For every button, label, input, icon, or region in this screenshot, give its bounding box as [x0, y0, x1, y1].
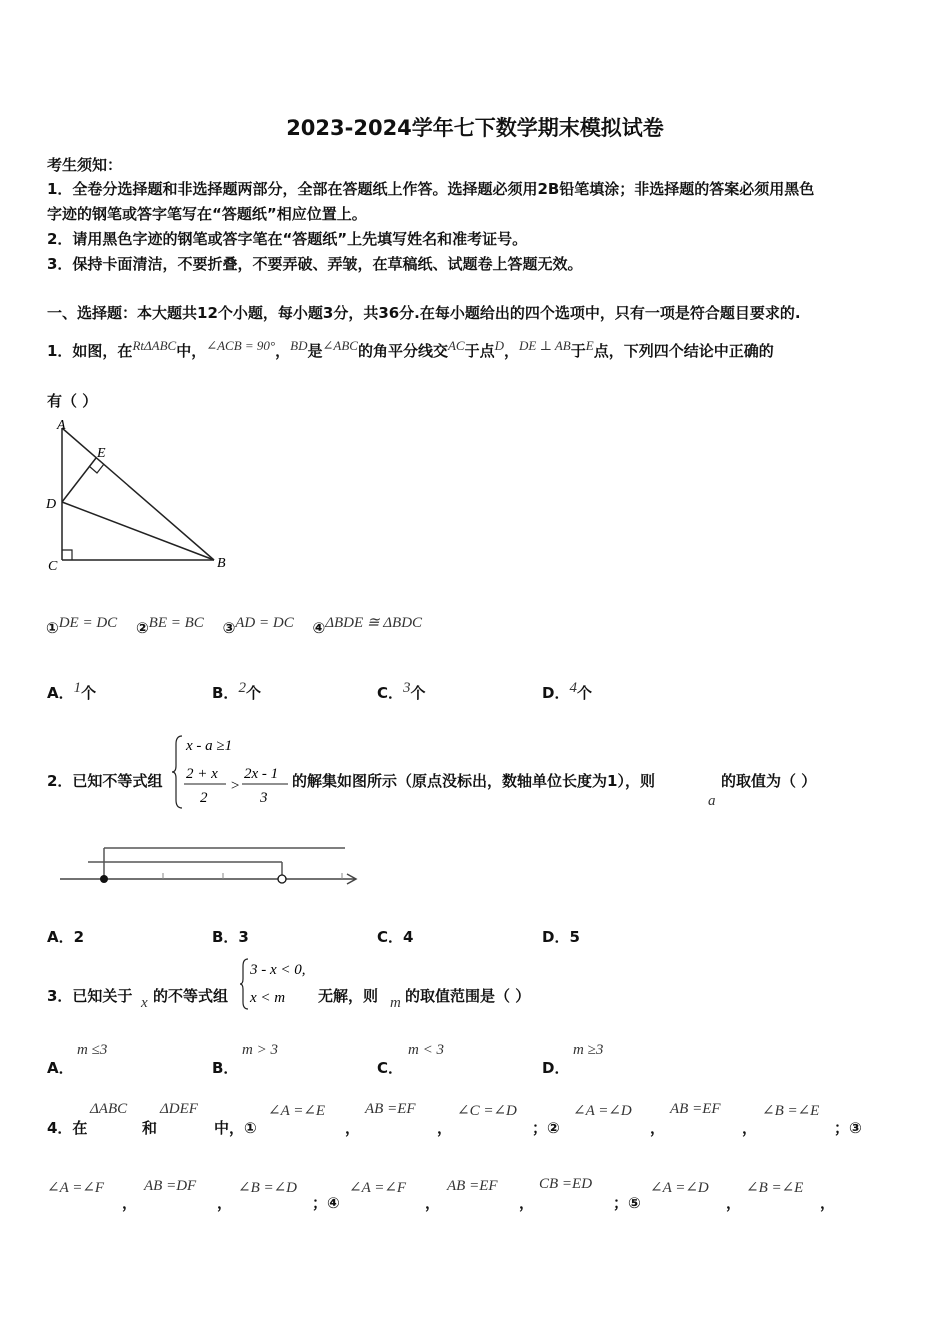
q4-condition-4-label: ；④ [312, 1194, 340, 1212]
q2-gt: > [230, 778, 241, 794]
brace [240, 959, 248, 1009]
q1-option-d[interactable]: D．4个 [542, 680, 592, 702]
q2-number-line [55, 840, 375, 892]
q4-c1-c: ∠C =∠D [457, 1103, 517, 1119]
statement-4: ΔBDE ≅ ΔBDC [325, 615, 423, 631]
q3-stem-c: 无解，则 [318, 987, 379, 1005]
q4-c4-c: CB =ED [539, 1176, 593, 1192]
notice-line-1b: 字迹的钢笔或答字笔写在“答题纸”相应位置上。 [47, 205, 367, 223]
q1-math-angle: ∠ACB = 90° [206, 338, 276, 353]
q3-ineq-2: x < m [250, 990, 286, 1006]
q3-option-d[interactable]: m ≥3 [573, 1042, 604, 1058]
q3-option-b[interactable]: m > 3 [242, 1042, 278, 1058]
label-a: A [57, 418, 66, 433]
q2-stem-b: 的解集如图所示（原点没标出，数轴单位长度为1），则 [292, 772, 655, 790]
notice-line-3: 3．保持卡面清洁，不要折叠，不要弄破、弄皱，在草稿纸、试题卷上答题无效。 [47, 255, 583, 273]
q1-stem: 1．如图，在RtΔABC中，∠ACB = 90°，BD是∠ABC的角平分线交AC于点D，DE ⊥ AB于E点，下列四个结论中正确的 [47, 338, 774, 360]
q3-stem-b: 的不等式组 [153, 987, 229, 1005]
q4-triangle-abc: ΔABC [90, 1101, 128, 1117]
segment-ab [62, 428, 214, 560]
q3-stem-d: 的取值范围是（ ） [405, 987, 531, 1005]
q1-option-a[interactable]: A．1个 [47, 680, 97, 702]
q1-math-d: D [494, 338, 505, 353]
label-e: E [97, 446, 106, 461]
right-angle-c [62, 550, 72, 560]
q2-frac-1-num: 2 + x [186, 766, 218, 782]
q2-stem-a: 2．已知不等式组 [47, 772, 163, 790]
q3-option-c[interactable]: m < 3 [408, 1042, 444, 1058]
notice-line-2: 2．请用黑色字迹的钢笔或答字笔在“答题纸”上先填写姓名和准考证号。 [47, 230, 528, 248]
section-heading: 一、选择题：本大题共12个小题，每小题3分，共36分.在每小题给出的四个选项中，只有一项是符合题目要求的. [47, 304, 801, 322]
q1-stem-cont: 有（ ） [47, 392, 98, 410]
q4-c5-a: ∠A =∠D [650, 1180, 709, 1196]
q4-condition-3-label: ；③ [834, 1119, 862, 1137]
statement-3: AD = DC [235, 615, 294, 631]
q1-statements: ①DE = DC ②BE = BC ③AD = DC ④ΔBDE ≅ ΔBDC [46, 615, 423, 637]
label-c: C [48, 559, 58, 574]
q4-c3-b: AB =DF [144, 1178, 197, 1194]
q3-var-x: x [141, 995, 148, 1011]
q4-condition-1-label: 中，① [214, 1119, 257, 1137]
q1-math-e: E [585, 338, 594, 353]
label-b: B [217, 556, 226, 571]
q4-c4-a: ∠A =∠F [349, 1180, 407, 1196]
q3-option-a-label[interactable]: A． [47, 1059, 74, 1077]
q1-math-bd: BD [290, 338, 308, 353]
page-title: 2023-2024学年七下数学期末模拟试卷 [286, 116, 664, 140]
q2-option-b[interactable]: B．3 [212, 928, 249, 946]
notice-heading: 考生须知： [47, 156, 123, 174]
q3-stem-a: 3．已知关于 [47, 987, 133, 1005]
label-d: D [46, 497, 57, 512]
q3-option-d-label[interactable]: D． [542, 1059, 570, 1077]
q4-stem-b: 和 [142, 1119, 158, 1137]
q2-ineq-1: x - a ≥1 [186, 738, 233, 754]
q4-c3-a: ∠A =∠F [47, 1180, 105, 1196]
q4-c5-b: ∠B =∠E [746, 1180, 804, 1196]
q3-option-a[interactable]: m ≤3 [77, 1042, 108, 1058]
open-point [278, 875, 286, 883]
q3-option-c-label[interactable]: C． [377, 1059, 404, 1077]
notice-line-1a: 1．全卷分选择题和非选择题两部分，全部在答题纸上作答。选择题必须用2B铅笔填涂；非选择题的答案必须用黑色 [47, 180, 815, 198]
q4-c2-c: ∠B =∠E [762, 1103, 820, 1119]
q2-var-a: a [708, 793, 716, 809]
q1-math-perp: DE ⊥ AB [519, 338, 571, 353]
segment-bd [62, 502, 214, 560]
q2-stem-c: 的取值为（ ） [721, 772, 817, 790]
q1-math-ac: AC [447, 338, 465, 353]
brace [172, 736, 182, 808]
q4-condition-5-label: ；⑤ [613, 1194, 641, 1212]
solid-point [100, 875, 108, 883]
q4-c3-c: ∠B =∠D [238, 1180, 298, 1196]
statement-1: DE = DC [58, 615, 118, 631]
q2-frac-2-den: 3 [260, 790, 268, 806]
q2-option-d[interactable]: D．5 [542, 928, 580, 946]
q4-c2-a: ∠A =∠D [573, 1103, 632, 1119]
q3-ineq-1: 3 - x < 0, [250, 962, 306, 978]
q4-stem-a: 4．在 [47, 1119, 88, 1137]
q2-option-c[interactable]: C．4 [377, 928, 414, 946]
q3-inequality-system [240, 956, 320, 1012]
q3-var-m: m [390, 995, 401, 1011]
q1-math-abc: ∠ABC [322, 338, 358, 353]
q1-math-triangle: RtΔABC [132, 338, 177, 353]
q2-inequality-system [172, 732, 292, 812]
q3-option-b-label[interactable]: B． [212, 1059, 239, 1077]
q4-condition-2-label: ；② [532, 1119, 560, 1137]
q1-triangle-figure [40, 412, 240, 582]
q1-option-c[interactable]: C．3个 [377, 680, 426, 702]
q1-option-b[interactable]: B．2个 [212, 680, 261, 702]
q2-option-a[interactable]: A．2 [47, 928, 85, 946]
q4-c1-a: ∠A =∠E [268, 1103, 326, 1119]
q4-c1-b: AB =EF [365, 1101, 416, 1117]
q4-triangle-def: ΔDEF [160, 1101, 198, 1117]
q4-c4-b: AB =EF [447, 1178, 498, 1194]
q2-frac-1-den: 2 [200, 790, 208, 806]
segment-de [62, 458, 96, 502]
statement-2: BE = BC [148, 615, 204, 631]
q4-c2-b: AB =EF [670, 1101, 721, 1117]
q2-frac-2-num: 2x - 1 [244, 766, 279, 782]
